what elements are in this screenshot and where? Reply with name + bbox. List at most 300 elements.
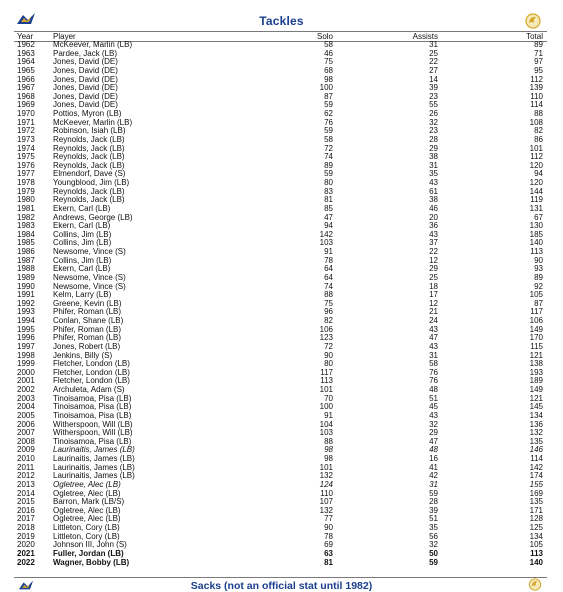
assists-cell: 39 bbox=[429, 505, 438, 515]
assists-cell: 12 bbox=[429, 255, 438, 265]
solo-cell: 88 bbox=[324, 436, 333, 446]
total-cell: 132 bbox=[529, 428, 543, 438]
total-cell: 117 bbox=[530, 307, 543, 317]
year-cell: 1987 bbox=[17, 255, 35, 265]
col-player: Player bbox=[53, 32, 76, 41]
year-cell: 1967 bbox=[17, 83, 35, 93]
player-name: Jenkins, Billy (S) bbox=[53, 350, 113, 360]
year-cell: 1999 bbox=[17, 359, 35, 369]
solo-cell: 87 bbox=[324, 91, 333, 101]
year-cell: 1971 bbox=[17, 117, 35, 127]
player-name: Fletcher, London (LB) bbox=[53, 359, 130, 369]
player-name: Laurinaitis, James (LB) bbox=[53, 462, 135, 472]
solo-cell: 59 bbox=[324, 100, 333, 110]
year-cell: 1984 bbox=[17, 229, 35, 239]
player-name: Youngblood, Jim (LB) bbox=[53, 178, 130, 187]
player-name: Collins, Jim (LB) bbox=[53, 255, 112, 265]
player-name: Barron, Mark (LB/S) bbox=[53, 497, 125, 507]
solo-cell: 68 bbox=[324, 65, 333, 75]
total-cell: 89 bbox=[534, 272, 543, 282]
year-cell: 1963 bbox=[17, 48, 35, 58]
player-name: Jones, Robert (LB) bbox=[53, 341, 121, 351]
assists-cell: 32 bbox=[429, 117, 438, 127]
year-cell: 2011 bbox=[17, 462, 35, 472]
player-name: Kelm, Larry (LB) bbox=[53, 290, 112, 300]
total-cell: 113 bbox=[530, 247, 543, 256]
assists-cell: 31 bbox=[429, 40, 438, 49]
total-cell: 170 bbox=[529, 333, 543, 343]
year-cell: 1964 bbox=[17, 57, 35, 67]
col-assists: Assists bbox=[412, 32, 438, 41]
solo-cell: 98 bbox=[324, 454, 333, 463]
solo-cell: 98 bbox=[324, 445, 333, 455]
player-name: Reynolds, Jack (LB) bbox=[53, 143, 125, 153]
year-cell: 1988 bbox=[17, 264, 35, 274]
year-cell: 2021 bbox=[17, 548, 35, 558]
total-cell: 140 bbox=[529, 557, 543, 567]
player-name: Phifer, Roman (LB) bbox=[53, 307, 122, 317]
total-cell: 185 bbox=[529, 229, 543, 239]
total-cell: 125 bbox=[529, 523, 543, 532]
total-cell: 144 bbox=[529, 186, 543, 196]
assists-cell: 14 bbox=[429, 74, 438, 84]
year-cell: 2008 bbox=[17, 436, 35, 446]
solo-cell: 81 bbox=[324, 195, 333, 205]
assists-cell: 48 bbox=[429, 445, 438, 455]
total-cell: 140 bbox=[529, 238, 543, 248]
year-cell: 2000 bbox=[17, 367, 35, 377]
assists-cell: 31 bbox=[429, 160, 438, 170]
total-cell: 145 bbox=[529, 402, 543, 412]
player-name: Newsome, Vince (S) bbox=[53, 272, 126, 282]
solo-cell: 132 bbox=[319, 471, 333, 481]
assists-cell: 16 bbox=[429, 454, 438, 463]
total-cell: 94 bbox=[534, 169, 543, 179]
total-cell: 135 bbox=[529, 436, 543, 446]
year-cell: 2007 bbox=[17, 428, 35, 438]
assists-cell: 46 bbox=[429, 203, 438, 213]
assists-cell: 31 bbox=[429, 350, 438, 360]
solo-cell: 96 bbox=[324, 307, 333, 317]
solo-cell: 103 bbox=[319, 238, 333, 248]
assists-cell: 18 bbox=[429, 281, 438, 291]
player-name: Pottios, Myron (LB) bbox=[53, 109, 122, 118]
year-cell: 2009 bbox=[17, 445, 35, 455]
year-cell: 2020 bbox=[17, 540, 35, 550]
year-cell: 1978 bbox=[17, 178, 35, 187]
year-cell: 1966 bbox=[17, 74, 35, 84]
solo-cell: 69 bbox=[324, 540, 333, 550]
player-name: Pardee, Jack (LB) bbox=[53, 48, 118, 58]
year-cell: 1983 bbox=[17, 221, 35, 231]
player-name: Laurinaitis, James (LB) bbox=[53, 445, 135, 455]
solo-cell: 62 bbox=[324, 109, 333, 118]
year-cell: 1970 bbox=[17, 109, 35, 118]
year-cell: 1972 bbox=[17, 126, 35, 136]
assists-cell: 43 bbox=[429, 229, 438, 239]
total-cell: 110 bbox=[530, 91, 543, 101]
assists-cell: 43 bbox=[429, 178, 438, 187]
player-name: Reynolds, Jack (LB) bbox=[53, 152, 125, 162]
assists-cell: 29 bbox=[429, 143, 438, 153]
section-title: Tackles bbox=[259, 14, 304, 28]
footer-divider bbox=[14, 577, 547, 578]
total-cell: 95 bbox=[534, 65, 543, 75]
assists-cell: 12 bbox=[429, 298, 438, 308]
total-cell: 121 bbox=[529, 393, 543, 403]
player-name: Fuller, Jordan (LB) bbox=[53, 548, 124, 558]
total-cell: 169 bbox=[529, 488, 543, 498]
solo-cell: 81 bbox=[324, 557, 333, 567]
player-name: Robinson, Isiah (LB) bbox=[53, 126, 126, 136]
player-name: Reynolds, Jack (LB) bbox=[53, 134, 125, 144]
solo-cell: 70 bbox=[324, 393, 333, 403]
assists-cell: 21 bbox=[429, 307, 438, 317]
total-cell: 193 bbox=[529, 367, 543, 377]
total-cell: 82 bbox=[534, 126, 543, 136]
assists-cell: 22 bbox=[429, 247, 438, 256]
player-name: Ogletree, Alec (LB) bbox=[53, 479, 121, 489]
total-cell: 71 bbox=[534, 48, 543, 58]
player-name: Littleton, Cory (LB) bbox=[53, 531, 120, 541]
year-cell: 2012 bbox=[17, 471, 35, 481]
assists-cell: 37 bbox=[429, 238, 438, 248]
solo-cell: 88 bbox=[324, 290, 333, 300]
total-cell: 120 bbox=[529, 178, 543, 187]
assists-cell: 22 bbox=[429, 57, 438, 67]
total-cell: 189 bbox=[529, 376, 543, 386]
player-name: Jones, David (DE) bbox=[53, 74, 118, 84]
year-cell: 2019 bbox=[17, 531, 35, 541]
total-cell: 174 bbox=[529, 471, 543, 481]
year-cell: 2001 bbox=[17, 376, 35, 386]
year-cell: 1968 bbox=[17, 91, 35, 101]
solo-cell: 100 bbox=[319, 83, 333, 93]
assists-cell: 43 bbox=[429, 410, 438, 420]
solo-cell: 124 bbox=[319, 479, 333, 489]
solo-cell: 103 bbox=[319, 428, 333, 438]
solo-cell: 63 bbox=[324, 548, 333, 558]
player-name: Conlan, Shane (LB) bbox=[53, 316, 124, 325]
total-cell: 171 bbox=[529, 505, 543, 515]
assists-cell: 55 bbox=[429, 100, 438, 110]
total-cell: 93 bbox=[534, 264, 543, 274]
player-name: Phifer, Roman (LB) bbox=[53, 324, 122, 334]
assists-cell: 42 bbox=[429, 471, 438, 481]
total-cell: 105 bbox=[529, 290, 543, 300]
assists-cell: 38 bbox=[429, 195, 438, 205]
player-name: Ekern, Carl (LB) bbox=[53, 221, 111, 231]
assists-cell: 76 bbox=[429, 376, 438, 386]
assists-cell: 59 bbox=[429, 488, 438, 498]
solo-cell: 94 bbox=[324, 221, 333, 231]
solo-cell: 80 bbox=[324, 359, 333, 369]
player-name: Reynolds, Jack (LB) bbox=[53, 195, 125, 205]
total-cell: 139 bbox=[529, 83, 543, 93]
year-cell: 1989 bbox=[17, 272, 35, 282]
year-cell: 1973 bbox=[17, 134, 35, 144]
assists-cell: 20 bbox=[429, 212, 438, 222]
player-name: McKeever, Marlin (LB) bbox=[53, 117, 133, 127]
assists-cell: 32 bbox=[429, 540, 438, 550]
player-name: Jones, David (DE) bbox=[53, 83, 118, 93]
year-cell: 2017 bbox=[17, 514, 35, 524]
year-cell: 1980 bbox=[17, 195, 35, 205]
assists-cell: 25 bbox=[429, 272, 438, 282]
assists-cell: 23 bbox=[429, 91, 438, 101]
year-cell: 2015 bbox=[17, 497, 35, 507]
year-cell: 1994 bbox=[17, 316, 35, 325]
total-cell: 112 bbox=[530, 74, 543, 84]
assists-cell: 43 bbox=[429, 341, 438, 351]
assists-cell: 36 bbox=[429, 221, 438, 231]
player-name: Johnson III, John (S) bbox=[53, 540, 127, 550]
assists-cell: 61 bbox=[429, 186, 438, 196]
year-cell: 1982 bbox=[17, 212, 35, 222]
player-name: McKeever, Marlin (LB) bbox=[53, 40, 133, 49]
player-name: Ogletree, Alec (LB) bbox=[53, 514, 121, 524]
assists-cell: 17 bbox=[429, 290, 438, 300]
player-name: Fletcher, London (LB) bbox=[53, 367, 130, 377]
total-cell: 108 bbox=[529, 117, 543, 127]
player-name: Jones, David (DE) bbox=[53, 100, 118, 110]
solo-cell: 72 bbox=[324, 143, 333, 153]
assists-cell: 28 bbox=[429, 134, 438, 144]
player-name: Witherspoon, Will (LB) bbox=[53, 419, 133, 429]
solo-cell: 142 bbox=[319, 229, 333, 239]
solo-cell: 75 bbox=[324, 298, 333, 308]
player-name: Laurinaitis, James (LB) bbox=[53, 471, 135, 481]
player-name: Fletcher, London (LB) bbox=[53, 376, 130, 386]
year-cell: 1974 bbox=[17, 143, 35, 153]
player-name: Jones, David (DE) bbox=[53, 91, 118, 101]
year-cell: 1998 bbox=[17, 350, 35, 360]
total-cell: 136 bbox=[529, 419, 543, 429]
total-cell: 131 bbox=[529, 203, 543, 213]
year-cell: 1996 bbox=[17, 333, 35, 343]
solo-cell: 100 bbox=[319, 402, 333, 412]
solo-cell: 78 bbox=[324, 531, 333, 541]
solo-cell: 59 bbox=[324, 169, 333, 179]
assists-cell: 50 bbox=[429, 548, 438, 558]
assists-cell: 45 bbox=[429, 402, 438, 412]
year-cell: 1969 bbox=[17, 100, 35, 110]
solo-cell: 74 bbox=[324, 281, 333, 291]
solo-cell: 132 bbox=[319, 505, 333, 515]
year-cell: 1976 bbox=[17, 160, 35, 170]
year-cell: 1981 bbox=[17, 203, 35, 213]
year-cell: 1986 bbox=[17, 247, 35, 256]
solo-cell: 74 bbox=[324, 152, 333, 162]
year-cell: 1992 bbox=[17, 298, 35, 308]
player-name: Elmendorf, Dave (S) bbox=[53, 169, 126, 179]
year-cell: 2005 bbox=[17, 410, 35, 420]
solo-cell: 47 bbox=[324, 212, 333, 222]
assists-cell: 29 bbox=[429, 428, 438, 438]
solo-cell: 58 bbox=[324, 134, 333, 144]
assists-cell: 38 bbox=[429, 152, 438, 162]
year-cell: 1991 bbox=[17, 290, 35, 300]
player-name: Andrews, George (LB) bbox=[53, 212, 133, 222]
year-cell: 1979 bbox=[17, 186, 35, 196]
solo-cell: 89 bbox=[324, 160, 333, 170]
player-name: Collins, Jim (LB) bbox=[53, 229, 112, 239]
solo-cell: 76 bbox=[324, 117, 333, 127]
solo-cell: 91 bbox=[324, 247, 333, 256]
assists-cell: 25 bbox=[429, 48, 438, 58]
total-cell: 86 bbox=[534, 134, 543, 144]
solo-cell: 107 bbox=[319, 497, 333, 507]
total-cell: 101 bbox=[529, 143, 543, 153]
player-name: Newsome, Vince (S) bbox=[53, 281, 126, 291]
table-row bbox=[0, 559, 563, 568]
player-name: Laurinaitis, James (LB) bbox=[53, 454, 135, 463]
assists-cell: 58 bbox=[429, 359, 438, 369]
year-cell: 2022 bbox=[17, 557, 35, 567]
page-header bbox=[0, 0, 563, 30]
total-cell: 114 bbox=[530, 454, 543, 463]
solo-cell: 78 bbox=[324, 255, 333, 265]
year-cell: 1990 bbox=[17, 281, 35, 291]
player-name: Tinoisamoa, Pisa (LB) bbox=[53, 410, 132, 420]
total-cell: 130 bbox=[529, 221, 543, 231]
assists-cell: 32 bbox=[429, 419, 438, 429]
assists-cell: 41 bbox=[429, 462, 438, 472]
solo-cell: 106 bbox=[319, 324, 333, 334]
assists-cell: 76 bbox=[429, 367, 438, 377]
total-cell: 138 bbox=[529, 359, 543, 369]
solo-cell: 58 bbox=[324, 40, 333, 49]
assists-cell: 56 bbox=[429, 531, 438, 541]
total-cell: 92 bbox=[534, 281, 543, 291]
total-cell: 115 bbox=[530, 341, 543, 351]
assists-cell: 27 bbox=[429, 65, 438, 75]
player-name: Phifer, Roman (LB) bbox=[53, 333, 122, 343]
assists-cell: 35 bbox=[429, 523, 438, 532]
solo-cell: 101 bbox=[319, 462, 333, 472]
year-cell: 1997 bbox=[17, 341, 35, 351]
assists-cell: 59 bbox=[429, 557, 438, 567]
player-name: Wagner, Bobby (LB) bbox=[53, 557, 130, 567]
total-cell: 134 bbox=[529, 410, 543, 420]
total-cell: 120 bbox=[529, 160, 543, 170]
solo-cell: 83 bbox=[324, 186, 333, 196]
total-cell: 90 bbox=[534, 255, 543, 265]
assists-cell: 43 bbox=[429, 324, 438, 334]
solo-cell: 46 bbox=[324, 48, 333, 58]
player-name: Tinoisamoa, Pisa (LB) bbox=[53, 393, 132, 403]
solo-cell: 91 bbox=[324, 410, 333, 420]
assists-cell: 47 bbox=[429, 436, 438, 446]
assists-cell: 48 bbox=[429, 385, 438, 394]
assists-cell: 31 bbox=[429, 479, 438, 489]
total-cell: 112 bbox=[530, 152, 543, 162]
assists-cell: 26 bbox=[429, 109, 438, 118]
total-cell: 149 bbox=[529, 324, 543, 334]
total-cell: 135 bbox=[529, 497, 543, 507]
player-name: Jones, David (DE) bbox=[53, 65, 118, 75]
player-name: Archuleta, Adam (S) bbox=[53, 385, 125, 394]
total-cell: 67 bbox=[534, 212, 543, 222]
solo-cell: 117 bbox=[320, 367, 333, 377]
solo-cell: 59 bbox=[324, 126, 333, 136]
year-cell: 1995 bbox=[17, 324, 35, 334]
solo-cell: 64 bbox=[324, 272, 333, 282]
total-cell: 97 bbox=[534, 57, 543, 67]
solo-cell: 101 bbox=[319, 385, 333, 394]
assists-cell: 23 bbox=[429, 126, 438, 136]
total-cell: 119 bbox=[530, 195, 543, 205]
assists-cell: 28 bbox=[429, 497, 438, 507]
year-cell: 2003 bbox=[17, 393, 35, 403]
solo-cell: 85 bbox=[324, 203, 333, 213]
player-name: Reynolds, Jack (LB) bbox=[53, 160, 125, 170]
total-cell: 142 bbox=[529, 462, 543, 472]
assists-cell: 39 bbox=[429, 83, 438, 93]
total-cell: 149 bbox=[529, 385, 543, 394]
player-name: Ogletree, Alec (LB) bbox=[53, 488, 121, 498]
total-cell: 121 bbox=[529, 350, 543, 360]
assists-cell: 29 bbox=[429, 264, 438, 274]
total-cell: 114 bbox=[530, 100, 543, 110]
total-cell: 88 bbox=[534, 109, 543, 118]
year-cell: 2013 bbox=[17, 479, 35, 489]
rams-horn-icon bbox=[525, 13, 541, 29]
player-name: Newsome, Vince (S) bbox=[53, 247, 126, 256]
solo-cell: 98 bbox=[324, 74, 333, 84]
player-name: Littleton, Cory (LB) bbox=[53, 523, 120, 532]
solo-cell: 64 bbox=[324, 264, 333, 274]
col-solo: Solo bbox=[316, 32, 333, 41]
total-cell: 134 bbox=[529, 531, 543, 541]
solo-cell: 82 bbox=[324, 316, 333, 325]
total-cell: 106 bbox=[529, 316, 543, 325]
year-cell: 2004 bbox=[17, 402, 35, 412]
year-cell: 1975 bbox=[17, 152, 35, 162]
player-name: Collins, Jim (LB) bbox=[53, 238, 112, 248]
solo-cell: 104 bbox=[319, 419, 333, 429]
year-cell: 1977 bbox=[17, 169, 35, 179]
assists-cell: 47 bbox=[429, 333, 438, 343]
solo-cell: 90 bbox=[324, 350, 333, 360]
solo-cell: 80 bbox=[324, 178, 333, 187]
solo-cell: 77 bbox=[324, 514, 333, 524]
year-cell: 2018 bbox=[17, 523, 35, 532]
solo-cell: 123 bbox=[319, 333, 333, 343]
total-cell: 128 bbox=[529, 514, 543, 524]
tackles-table bbox=[0, 41, 563, 567]
player-name: Tinoisamoa, Pisa (LB) bbox=[53, 436, 132, 446]
year-cell: 1962 bbox=[17, 40, 35, 49]
year-cell: 2014 bbox=[17, 488, 35, 498]
player-name: Jones, David (DE) bbox=[53, 57, 118, 67]
total-cell: 105 bbox=[529, 540, 543, 550]
year-cell: 1993 bbox=[17, 307, 35, 317]
year-cell: 2010 bbox=[17, 454, 35, 463]
total-cell: 155 bbox=[529, 479, 543, 489]
player-name: Reynolds, Jack (LB) bbox=[53, 186, 125, 196]
solo-cell: 110 bbox=[320, 488, 333, 498]
assists-cell: 51 bbox=[429, 514, 438, 524]
player-name: Witherspoon, Will (LB) bbox=[53, 428, 133, 438]
year-cell: 2002 bbox=[17, 385, 35, 394]
col-year: Year bbox=[17, 32, 34, 41]
solo-cell: 75 bbox=[324, 57, 333, 67]
solo-cell: 113 bbox=[320, 376, 333, 386]
player-name: Ogletree, Alec (LB) bbox=[53, 505, 121, 515]
player-name: Greene, Kevin (LB) bbox=[53, 298, 122, 308]
player-name: Tinoisamoa, Pisa (LB) bbox=[53, 402, 132, 412]
